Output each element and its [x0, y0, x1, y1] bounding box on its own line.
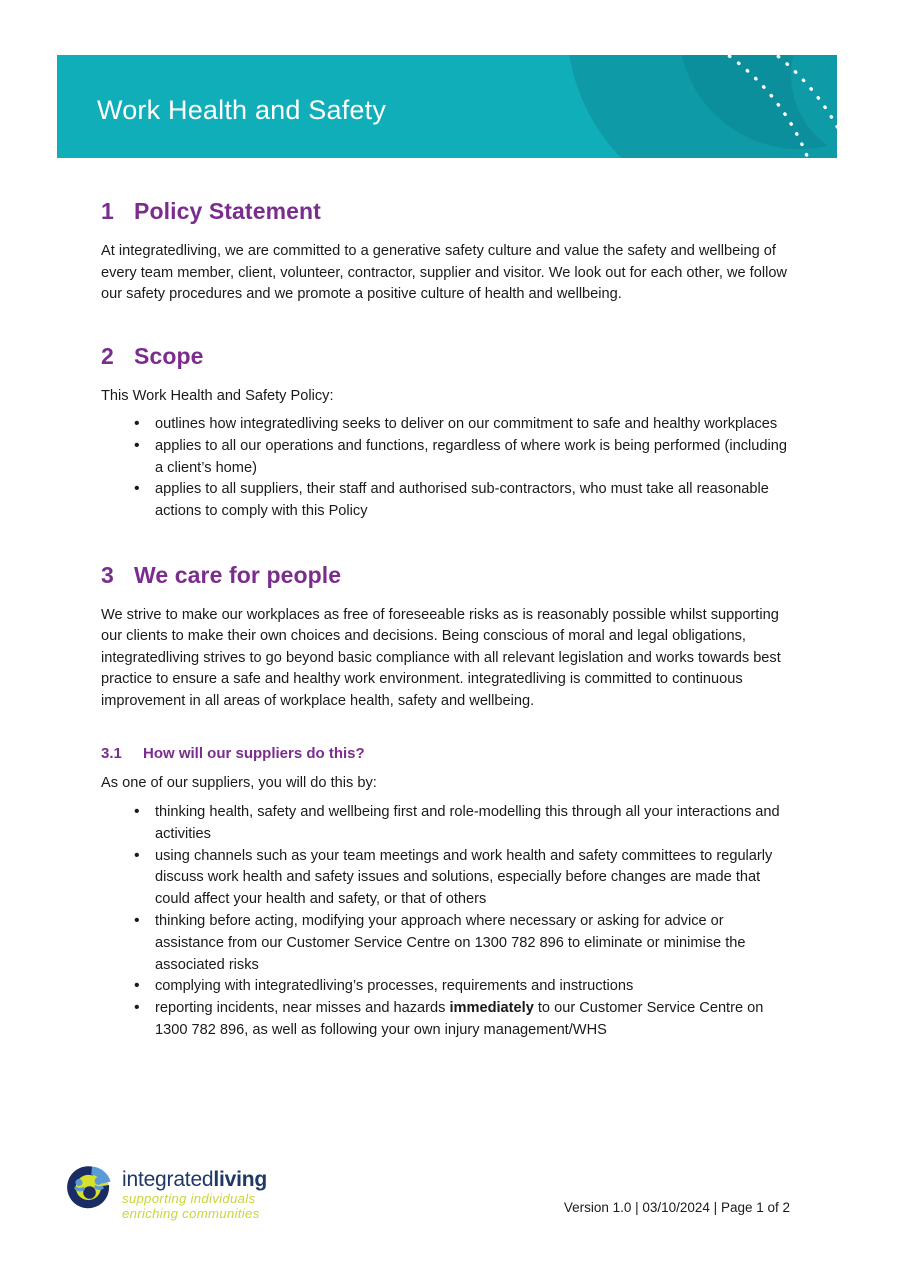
list-item [101, 911, 793, 976]
list-item [101, 802, 793, 846]
logo-word-light: integrated [122, 1168, 214, 1191]
logo-mark-icon [62, 1163, 120, 1221]
section-heading-3 [101, 562, 793, 589]
list-item-text: complying with integratedliving’s processes, requirements and instructions [155, 978, 634, 995]
list-item [101, 976, 793, 998]
section-number-2: 2 [101, 342, 114, 369]
subsection-title: How will our suppliers do this? [143, 745, 365, 763]
section-heading-2 [101, 343, 793, 370]
section-number-3: 3 [101, 561, 114, 588]
section-title-1: Policy Statement [134, 198, 321, 224]
subsection-heading-3-1 [101, 745, 793, 762]
list-item [101, 998, 793, 1042]
footer-version-page-info: Version 1.0 | 03/10/2024 | Page 1 of 2 [563, 1200, 790, 1215]
scope-bullet-list [101, 414, 793, 523]
subsection-number: 3.1 [101, 745, 122, 763]
section-lead-in-2: This Work Health and Safety Policy: [101, 387, 334, 404]
section-number-1: 1 [101, 198, 114, 224]
list-item: • outlines how integratedliving seeks to deliver on our commitment to safe and healthy workplaces [101, 414, 793, 436]
document-footer [0, 1158, 900, 1238]
list-item-text: reporting incidents, near misses and hazards [155, 1000, 450, 1017]
list-item: • applies to all suppliers, their staff and authorised sub-contractors, who must take all reasonable actions to comply with this Policy [101, 479, 793, 523]
list-item-text: thinking health, safety and wellbeing first and role-modelling this through all your interactions and activities [155, 803, 780, 842]
list-item-text-cont: to our Customer Service Centre on 1300 782 896, as well as following your own injury management/WHS [155, 1000, 764, 1038]
section-title-2: Scope [134, 342, 204, 369]
list-item-emphasis: immediately [449, 1000, 534, 1017]
logo-tagline-line-1: supporting individuals [122, 1191, 256, 1206]
banner-title: Work Health and Safety [97, 95, 387, 125]
logo-wordmark [122, 1169, 267, 1190]
logo-tagline [122, 1191, 342, 1221]
section-heading-1 [101, 198, 793, 225]
supplier-bullet-list [101, 802, 793, 1042]
logo-tagline-line-2: enriching communities [122, 1206, 260, 1221]
subsection-lead-in: As one of our suppliers, you will do this by: [101, 775, 377, 792]
section-paragraph-3: We strive to make our workplaces as free of foreseeable risks as is reasonably possible whilst supporting our clients to make their own choices and decisions. Being conscious of moral and legal obligations, integratedliving strives to go beyond basic compliance with all relevant legislation and works towards best practice to ensure a safe and healthy work environment. integratedliving is committed to continuous improvement in all areas of workplace health, safety and wellbeing. [101, 606, 781, 709]
logo-word-bold: living [213, 1168, 268, 1191]
list-item: • applies to all our operations and functions, regardless of where work is being performed (including a client’s home) [101, 436, 793, 480]
document-body [101, 198, 793, 1060]
section-paragraph-1: At integratedliving, we are committed to a generative safety culture and value the safety and wellbeing of every team member, client, volunteer, contractor, supplier and visitor. We look out for each other, we follow our safety procedures and we promote a positive culture of health and wellbeing. [101, 243, 787, 302]
list-item-text: thinking before acting, modifying your approach where necessary or asking for advice or assistance from our Customer Service Centre on 1300 782 896 to eliminate or minimise the associated risks [155, 912, 746, 973]
list-item-text: using channels such as your team meetings and work health and safety committees to regularly discuss work health and safety issues and solutions, especially before changes are made that could affect your health and safety, or that of others [155, 847, 773, 908]
section-title-3: We care for people [134, 561, 342, 588]
list-item [101, 846, 793, 911]
integratedliving-logo [62, 1163, 277, 1225]
document-header-banner [57, 55, 837, 158]
